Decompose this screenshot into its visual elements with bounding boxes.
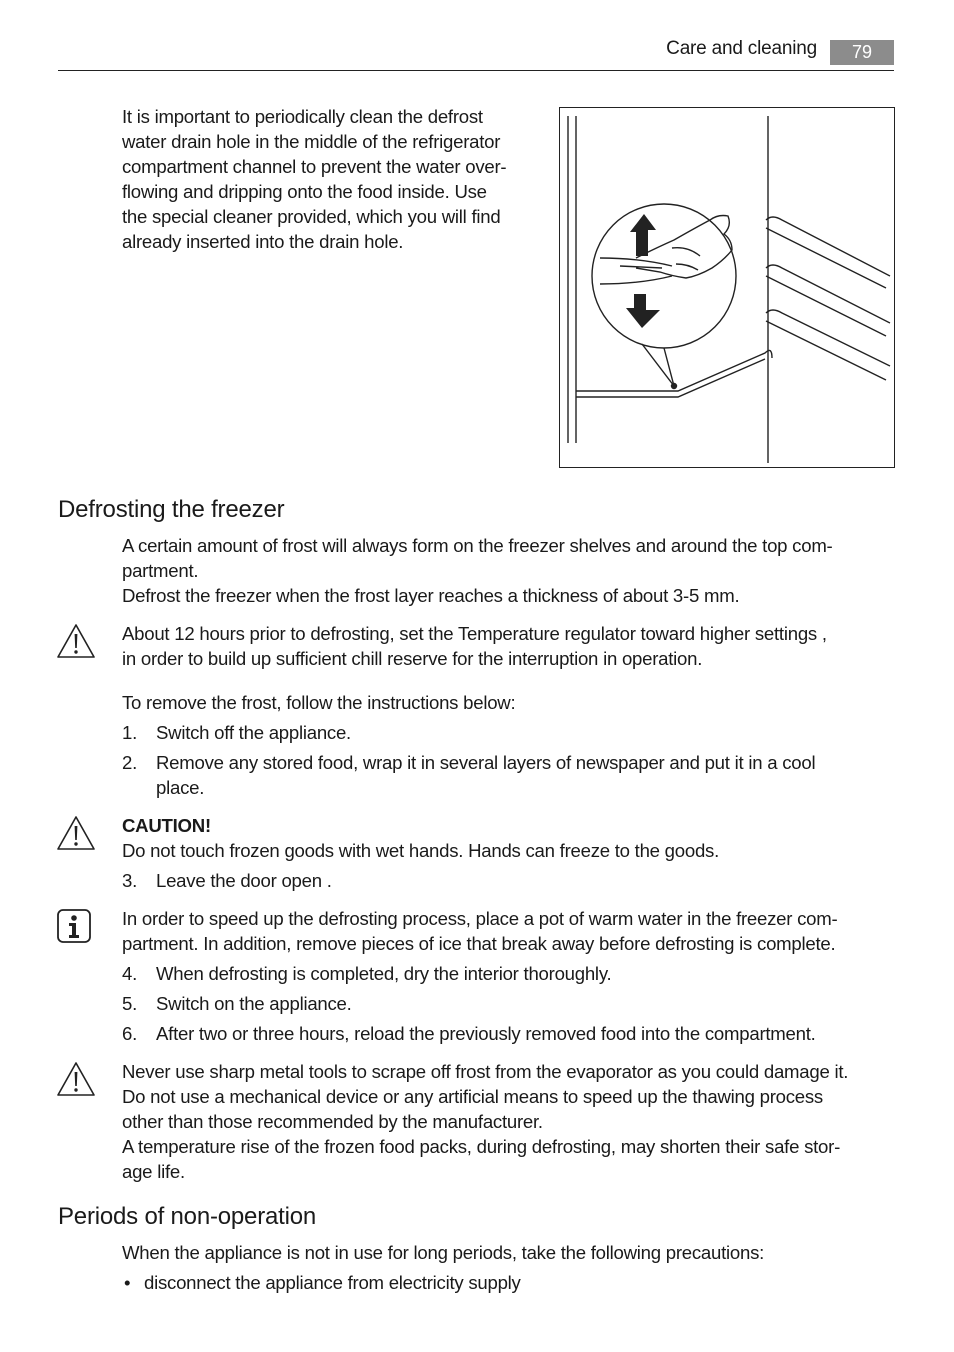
intro-line: compartment channel to prevent the water over-: [122, 156, 507, 177]
section-heading-defrosting: Defrosting the freezer: [58, 496, 285, 523]
info-speed-up-defrost: [122, 906, 894, 956]
list-item: [122, 961, 894, 986]
intro-line: already inserted into the drain hole.: [122, 231, 404, 252]
fridge-interior-drawing: [560, 108, 894, 467]
info-line: partment. In addition, remove pieces of ice that break away before defrosting is complete.: [122, 933, 836, 954]
steps-list-a: [122, 720, 894, 800]
section-heading-non-operation: Periods of non-operation: [58, 1203, 317, 1230]
intro-line: the special cleaner provided, which you will find: [122, 206, 501, 227]
warning-line: Never use sharp metal tools to scrape off frost from the evaporator as you could damage it.: [122, 1061, 849, 1082]
header-section-title: Care and cleaning: [666, 38, 817, 59]
paragraph-line: A certain amount of frost will always form on the freezer shelves and around the top com-: [122, 535, 833, 556]
warning-line: in order to build up sufficient chill reserve for the interruption in operation.: [122, 648, 703, 669]
page-number: 79: [830, 40, 894, 65]
list-item: [122, 1021, 894, 1046]
list-item: [122, 750, 894, 800]
paragraph-line: Defrost the freezer when the frost layer reaches a thickness of about 3-5 mm.: [122, 585, 740, 606]
drain-hole-cleaning-illustration: [559, 107, 895, 468]
list-item: [122, 991, 894, 1016]
bullet-icon: •: [124, 1272, 131, 1293]
intro-line: It is important to periodically clean the defrost: [122, 106, 483, 127]
warning-line: A temperature rise of the frozen food packs, during defrosting, may shorten their safe stor-: [122, 1136, 841, 1157]
step-number: 5.: [122, 993, 138, 1014]
defrost-paragraph: [122, 533, 894, 608]
step-text: Remove any stored food, wrap it in several layers of newspaper and put it in a cool: [156, 752, 816, 773]
warning-line: other than those recommended by the manufacturer.: [122, 1111, 543, 1132]
intro-paragraph: [122, 104, 547, 254]
info-icon: [56, 908, 92, 944]
warning-line: About 12 hours prior to defrosting, set the Temperature regulator toward higher settings ,: [122, 623, 827, 644]
step-text: When defrosting is completed, dry the interior thoroughly.: [156, 963, 612, 984]
instructions-intro: To remove the frost, follow the instructions below:: [122, 692, 516, 713]
info-line: In order to speed up the defrosting process, place a pot of warm water in the freezer com-: [122, 908, 838, 929]
step-text: Switch on the appliance.: [156, 993, 352, 1014]
step-number: 1.: [122, 722, 138, 743]
caution-text: Do not touch frozen goods with wet hands. Hands can freeze to the goods.: [122, 840, 720, 861]
step-text: Switch off the appliance.: [156, 722, 351, 743]
step-text: After two or three hours, reload the previously removed food into the compartment.: [156, 1023, 816, 1044]
intro-line: water drain hole in the middle of the refrigerator: [122, 131, 501, 152]
paragraph-line: partment.: [122, 560, 199, 581]
step-number: 6.: [122, 1023, 138, 1044]
warning-line: age life.: [122, 1161, 185, 1182]
warning-triangle-icon: [56, 1061, 96, 1097]
warning-triangle-icon: [56, 815, 96, 851]
warning-triangle-icon: [56, 623, 96, 659]
warning-line: Do not use a mechanical device or any artificial means to speed up the thawing process: [122, 1086, 823, 1107]
intro-line: flowing and dripping onto the food inside. Use: [122, 181, 487, 202]
non-operation-intro: When the appliance is not in use for long periods, take the following precautions:: [122, 1242, 765, 1263]
warning-prior-defrosting: [122, 621, 894, 671]
warning-sharp-tools: [122, 1059, 894, 1184]
step-text: Leave the door open .: [156, 870, 332, 891]
header-divider: [58, 70, 894, 71]
step-text: place.: [156, 777, 205, 798]
list-item: [122, 1270, 894, 1295]
caution-label: CAUTION!: [122, 815, 211, 836]
step-number: 4.: [122, 963, 138, 984]
caution-block: [122, 813, 894, 863]
step-number: 2.: [122, 752, 138, 773]
step-number: 3.: [122, 870, 138, 891]
list-item: [122, 868, 894, 893]
bullet-text: disconnect the appliance from electricity supply: [144, 1272, 521, 1293]
steps-list-b: [122, 961, 894, 1051]
